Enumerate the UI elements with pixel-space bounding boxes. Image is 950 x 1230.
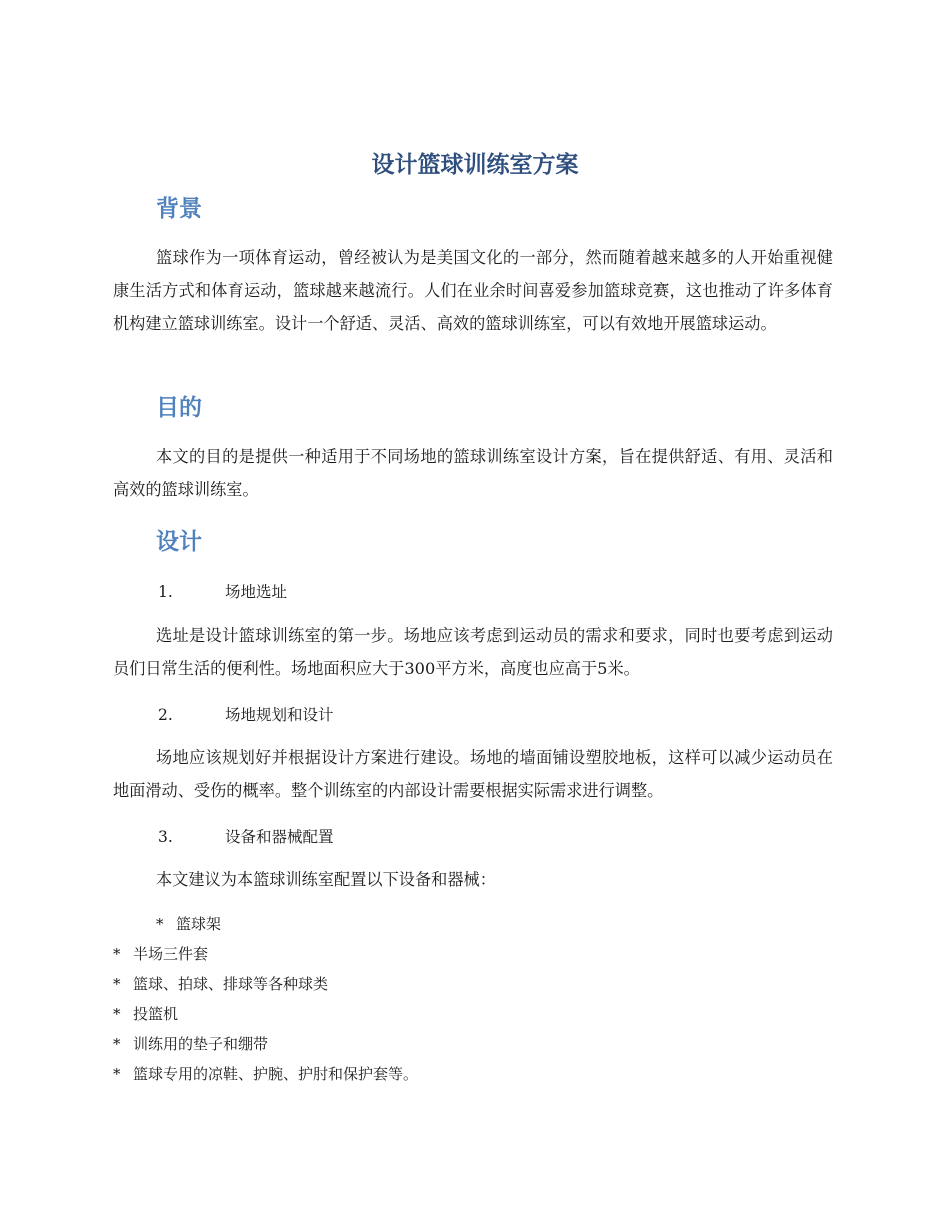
list-item: * 篮球专用的凉鞋、护腕、护肘和保护套等。 — [113, 1059, 418, 1089]
item-number: 2. — [158, 706, 173, 724]
numbered-item-site-selection — [158, 580, 287, 602]
paragraph-site-planning: 场地应该规划好并根据设计方案进行建设。场地的墙面铺设塑胶地板，这样可以减少运动员在地面滑动、受伤的概率。整个训练室的内部设计需要根据实际需求进行调整。 — [113, 748, 833, 800]
heading-design: 设计 — [156, 529, 202, 555]
paragraph-background: 篮球作为一项体育运动，曾经被认为是美国文化的一部分，然而随着越来越多的人开始重视健康生活方式和体育运动，篮球越来越流行。人们在业余时间喜爱参加篮球竞赛，这也推动了许多体育机构建立篮球训练室。设计一个舒适、灵活、高效的篮球训练室，可以有效地开展篮球运动。 — [113, 248, 833, 333]
item-title: 场地选址 — [225, 583, 288, 601]
bullet-marker: * — [113, 975, 121, 993]
document-title: 设计篮球训练室方案 — [371, 152, 579, 178]
bullet-marker: * — [113, 1065, 121, 1083]
item-number: 3. — [158, 828, 173, 846]
numbered-item-equipment — [158, 825, 334, 847]
bullet-marker: * — [113, 945, 121, 963]
numbered-item-site-planning — [158, 703, 334, 725]
paragraph-equipment-intro: 本文建议为本篮球训练室配置以下设备和器械： — [156, 870, 496, 889]
list-item: * 训练用的垫子和绷带 — [113, 1029, 418, 1059]
item-title: 场地规划和设计 — [225, 706, 334, 724]
bullet-marker: * — [156, 915, 164, 933]
item-title: 设备和器械配置 — [225, 828, 334, 846]
heading-purpose: 目的 — [156, 395, 202, 421]
paragraph-purpose: 本文的目的是提供一种适用于不同场地的篮球训练室设计方案，旨在提供舒适、有用、灵活和高效的篮球训练室。 — [113, 447, 833, 499]
bullet-marker: * — [113, 1035, 121, 1053]
bullet-marker: * — [113, 1005, 121, 1023]
list-item: * 篮球、拍球、排球等各种球类 — [113, 969, 418, 999]
heading-background: 背景 — [156, 196, 202, 222]
list-item: * 投篮机 — [113, 999, 418, 1029]
list-item: * 篮球架 — [113, 909, 418, 939]
list-item: * 半场三件套 — [113, 939, 418, 969]
item-number: 1. — [158, 583, 173, 601]
paragraph-site-selection: 选址是设计篮球训练室的第一步。场地应该考虑到运动员的需求和要求，同时也要考虑到运动员们日常生活的便利性。场地面积应大于300平方米，高度也应高于5米。 — [113, 626, 833, 678]
equipment-list — [113, 909, 418, 1089]
